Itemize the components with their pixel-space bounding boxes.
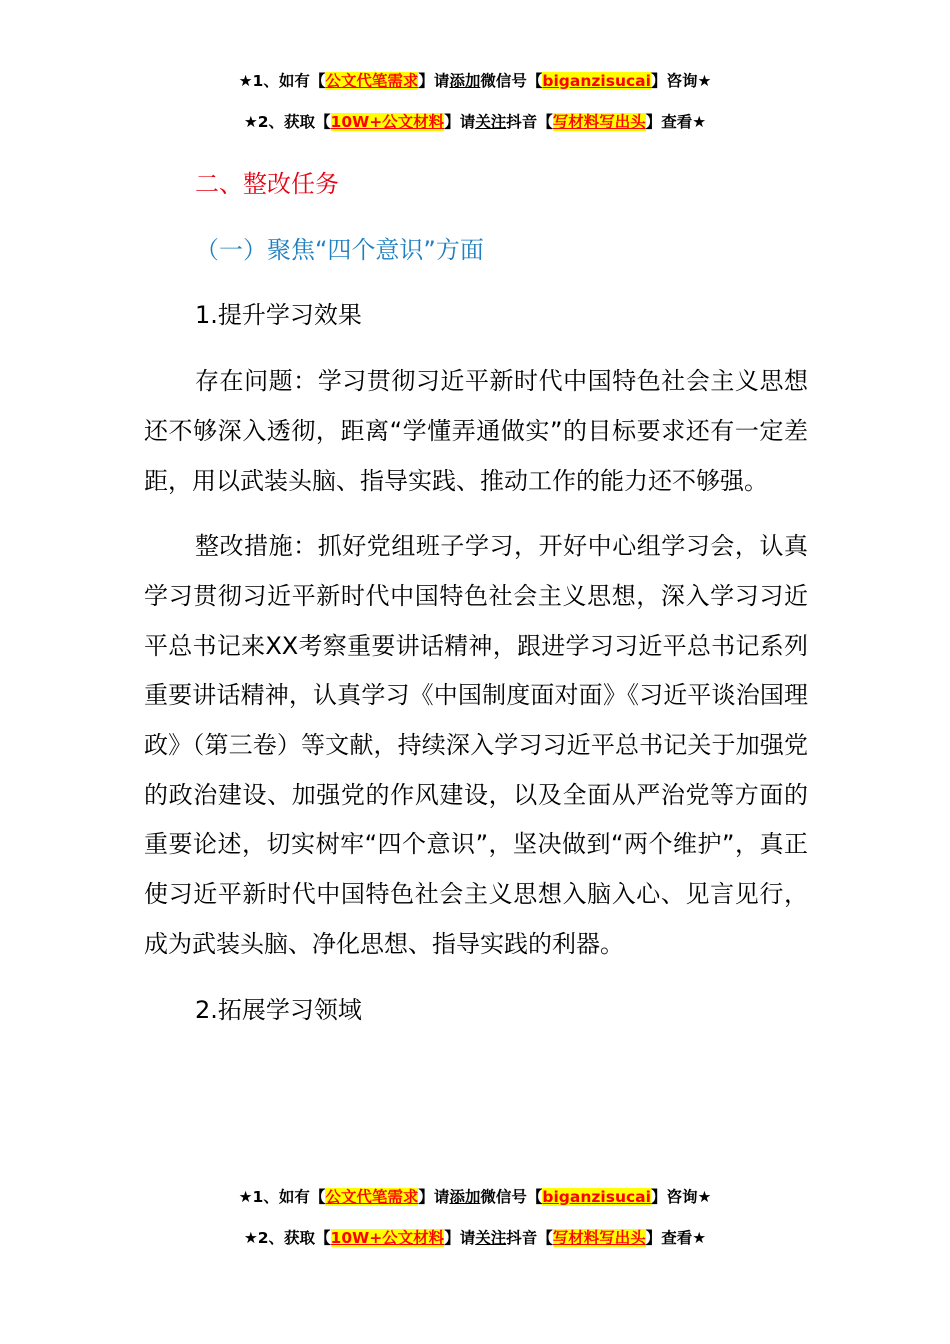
banner-highlight: 公文代笔需求 (325, 1188, 419, 1206)
banner-text: 】请 (418, 1188, 450, 1206)
measure-paragraph: 整改措施：抓好党组班子学习，开好中心组学习会，认真学习贯彻习近平新时代中国特色社会主义思想，深入学习习近平总书记来XX考察重要讲话精神，跟进学习习近平总书记系列重要讲话精神，认真学习《中国制度面对面》《习近平谈治国理政》（第三卷）等文献，持续深入学习习近平总书记关于加强党的政治建设、加强党的作风建设，以及全面从严治党等方面的重要论述，切实树牢“四个意识”，坚决做到“两个维护”，真正使习近平新时代中国特色社会主义思想入脑入心、见言见行，成为武装头脑、净化思想、指导实践的利器。 (144, 532, 808, 958)
banner-underline: 添加 (449, 1188, 481, 1206)
top-banner-line-1 (0, 70, 950, 92)
banner-text: ★1、如有【 (238, 72, 326, 90)
banner-highlight: 10W+公文材料 (330, 113, 445, 131)
banner-text: 】请 (444, 1229, 476, 1247)
banner-underline: 关注 (475, 1229, 507, 1247)
banner-text: 】咨询★ (650, 72, 712, 90)
banner-text: 】咨询★ (650, 1188, 712, 1206)
banner-text: 】查看★ (645, 1229, 707, 1247)
problem-paragraph: 存在问题：学习贯彻习近平新时代中国特色社会主义思想还不够深入透彻，距离“学懂弄通做实”的目标要求还有一定差距，用以武装头脑、指导实践、推动工作的能力还不够强。 (144, 367, 808, 495)
banner-text: 微信号【 (480, 72, 543, 90)
banner-text: 】查看★ (645, 113, 707, 131)
banner-text: 抖音【 (506, 113, 553, 131)
banner-text: 】请 (418, 72, 450, 90)
banner-text: ★1、如有【 (238, 1188, 326, 1206)
banner-text: 微信号【 (480, 1188, 543, 1206)
banner-highlight: 写材料写出头 (552, 113, 646, 131)
subsection-title: （一）聚焦“四个意识”方面 (195, 235, 484, 264)
banner-underline: 关注 (475, 113, 507, 131)
banner-text: 】请 (444, 113, 476, 131)
banner-text: ★2、获取【 (243, 1229, 331, 1247)
document-body (144, 160, 808, 1051)
banner-highlight: biganzisucai (542, 1188, 651, 1206)
item-title: 1.提升学习效果 (195, 301, 362, 330)
bottom-banner-line-2 (0, 1227, 950, 1249)
banner-highlight: 公文代笔需求 (325, 72, 419, 90)
banner-highlight: 写材料写出头 (552, 1229, 646, 1247)
top-banner-line-2 (0, 111, 950, 133)
banner-text: 抖音【 (506, 1229, 553, 1247)
banner-text: ★2、获取【 (243, 113, 331, 131)
banner-highlight: 10W+公文材料 (330, 1229, 445, 1247)
banner-highlight: biganzisucai (542, 72, 651, 90)
section-title: 二、整改任务 (195, 170, 339, 198)
bottom-banner-line-1 (0, 1186, 950, 1208)
banner-underline: 添加 (449, 72, 481, 90)
item-title: 2.拓展学习领域 (195, 995, 362, 1024)
